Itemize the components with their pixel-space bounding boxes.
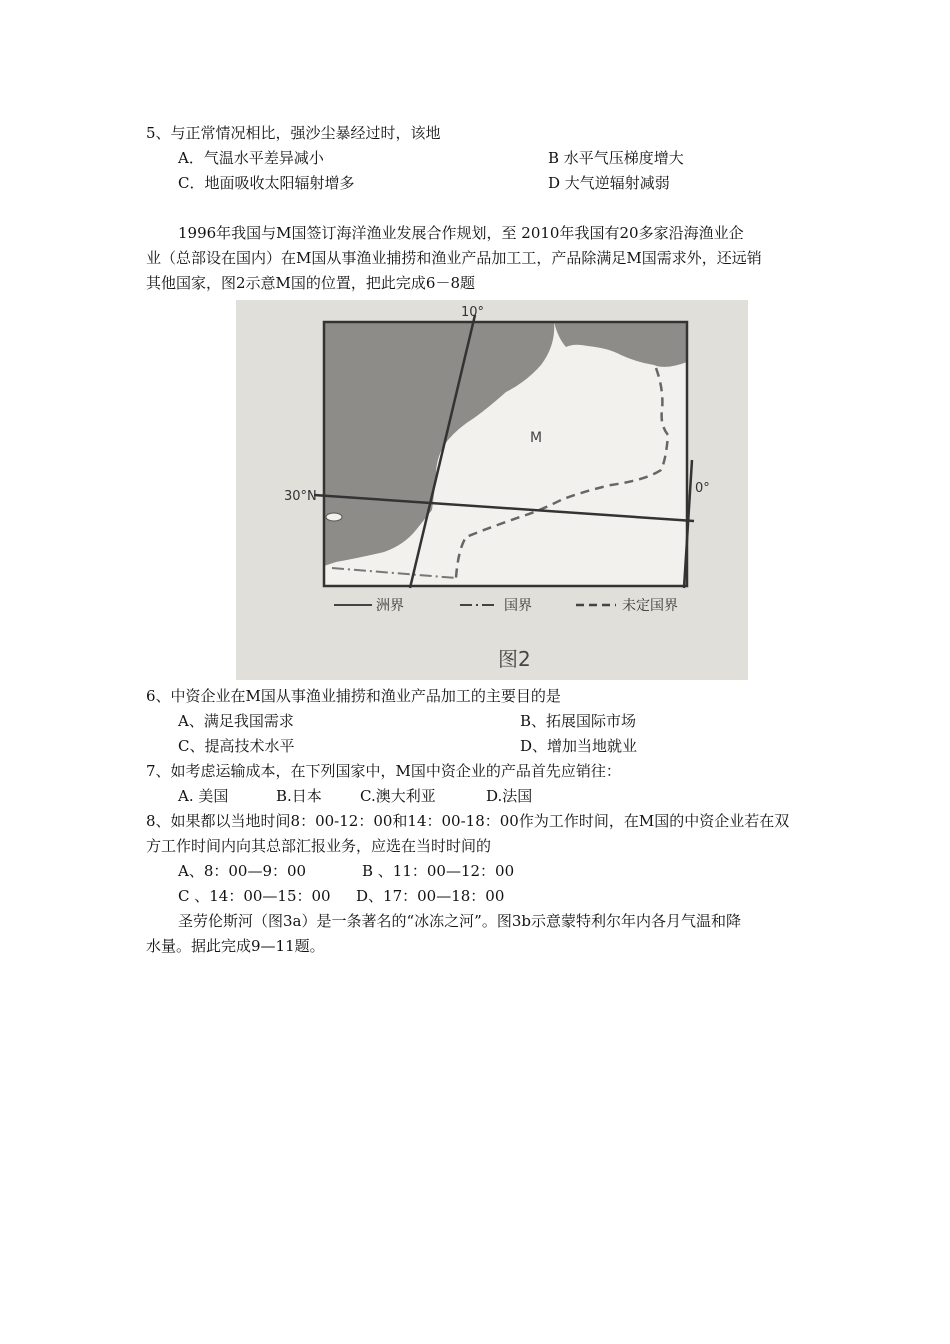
q6-option-b: B、拓展国际市场 bbox=[520, 712, 637, 730]
legend-continent: 洲界 bbox=[376, 598, 404, 614]
q8-option-b: B 、11：00—12：00 bbox=[362, 862, 515, 880]
q8-stem-line2: 方工作时间内向其总部汇报业务，应选在当时时间的 bbox=[146, 837, 492, 855]
q8-option-a: A、8：00—9：00 bbox=[178, 862, 307, 880]
q6-option-a: A、满足我国需求 bbox=[178, 712, 294, 730]
q5-option-c: C．地面吸收太阳辐射增多 bbox=[178, 174, 355, 192]
map-svg bbox=[236, 300, 748, 680]
q5-stem: 5、与正常情况相比，强沙尘暴经过时，该地 bbox=[146, 124, 441, 142]
q6-stem: 6、中资企业在M国从事渔业捕捞和渔业产品加工的主要目的是 bbox=[146, 687, 561, 705]
q6-option-c: C、提高技术水平 bbox=[178, 737, 295, 755]
intro2-line1: 圣劳伦斯河（图3a）是一条著名的“冰冻之河”。图3b示意蒙特利尔年内各月气温和降 bbox=[178, 912, 741, 930]
intro1-line2: 业（总部设在国内）在M国从事渔业捕捞和渔业产品加工工，产品除满足M国需求外，还远销 bbox=[146, 249, 762, 267]
q7-option-b: B.日本 bbox=[276, 787, 322, 805]
q6-option-d: D、增加当地就业 bbox=[520, 737, 638, 755]
q8-option-d: D、17：00—18：00 bbox=[356, 887, 505, 905]
figure-2-map bbox=[236, 300, 748, 680]
q7-option-d: D.法国 bbox=[486, 787, 533, 805]
q5-option-b: B 水平气压梯度增大 bbox=[548, 149, 684, 167]
q7-stem: 7、如考虑运输成本，在下列国家中，M国中资企业的产品首先应销往： bbox=[146, 762, 621, 780]
label-10-degree: 10° bbox=[461, 305, 485, 320]
legend-undetermined: 未定国界 bbox=[622, 598, 678, 614]
q7-option-a: A. 美国 bbox=[178, 787, 229, 805]
q8-stem-line1: 8、如果都以当地时间8：00-12：00和14：00-18：00作为工作时间，在M国的中资企业若在双 bbox=[146, 812, 790, 830]
q5-option-a: A．气温水平差异减小 bbox=[178, 149, 324, 167]
intro1-line3: 其他国家，图2示意M国的位置，把此完成6－8题 bbox=[146, 274, 475, 292]
q5-option-d: D 大气逆辐射减弱 bbox=[548, 174, 670, 192]
label-30n: 30°N bbox=[284, 489, 317, 504]
q8-option-c: C 、14：00—15：00 bbox=[178, 887, 331, 905]
label-0-degree: 0° bbox=[695, 481, 710, 496]
figure-caption: 图2 bbox=[498, 647, 531, 671]
q7-option-c: C.澳大利亚 bbox=[360, 787, 436, 805]
legend-border: 国界 bbox=[504, 598, 532, 614]
intro1-line1: 1996年我国与M国签订海洋渔业发展合作规划，至 2010年我国有20多家沿海渔业企 bbox=[178, 224, 744, 242]
intro2-line2: 水量。据此完成9—11题。 bbox=[146, 937, 325, 955]
label-m: M bbox=[530, 430, 543, 446]
island bbox=[326, 513, 342, 521]
